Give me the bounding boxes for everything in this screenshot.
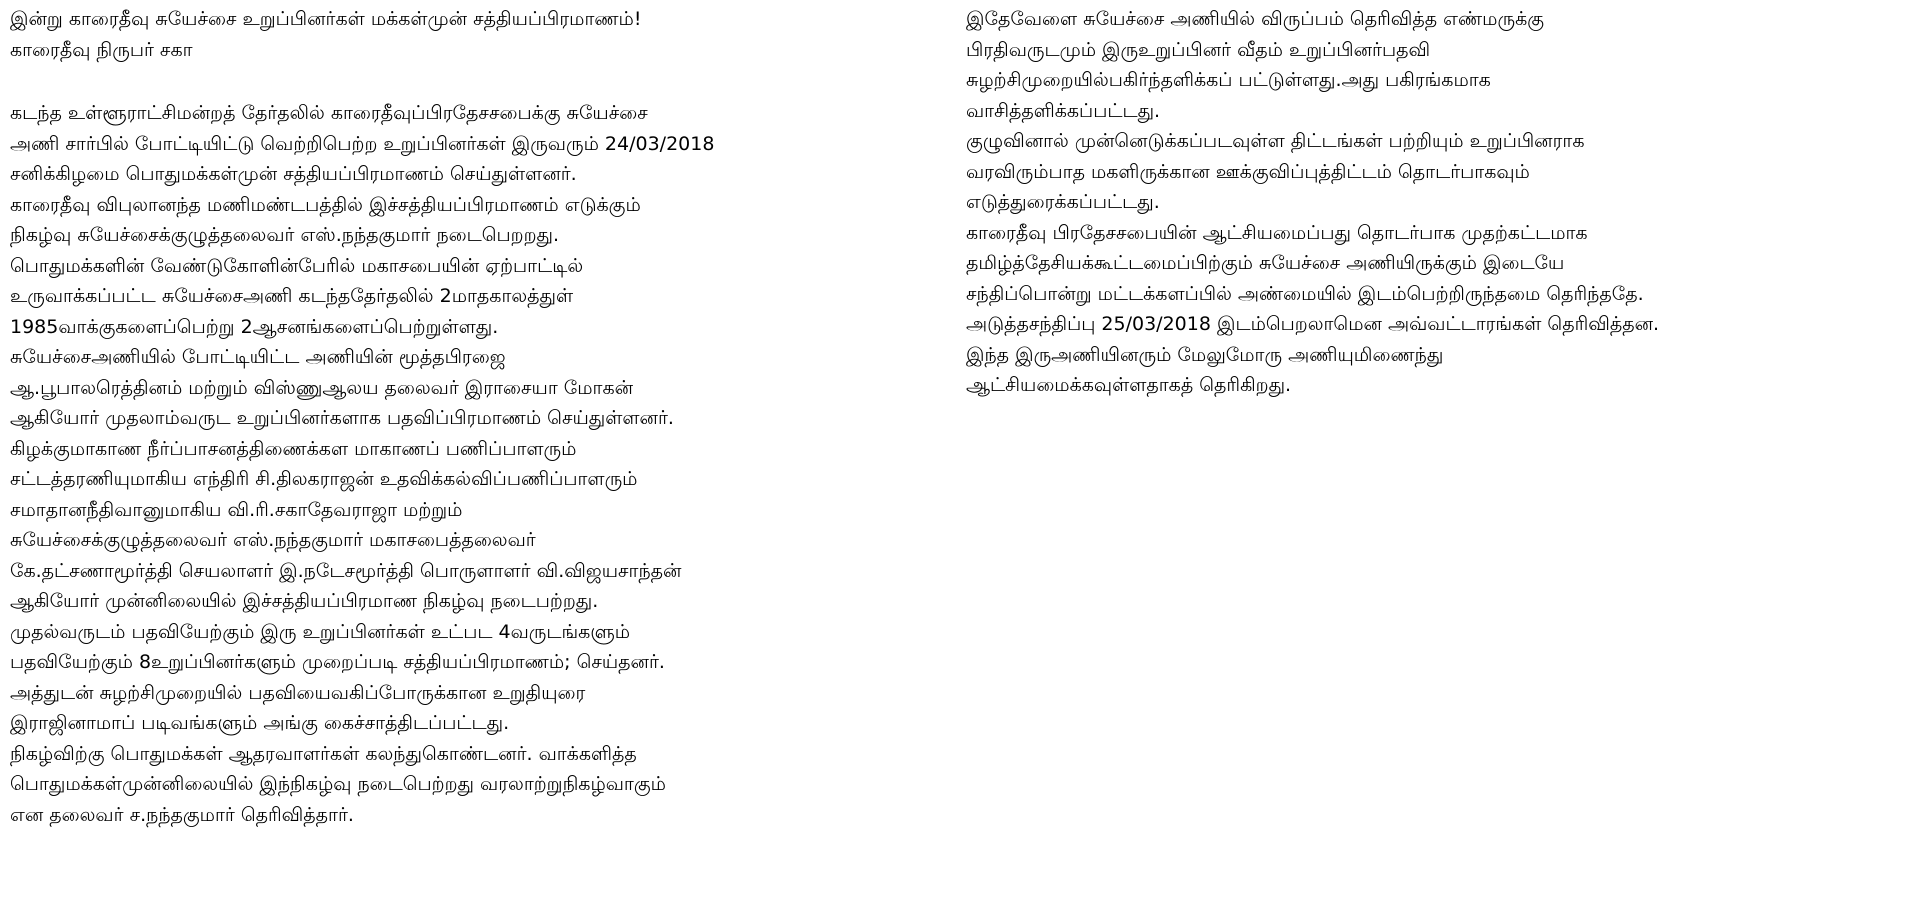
text-line: சுழற்சிமுறையில்பகிர்ந்தளிக்கப் பட்டுள்ளது.அது பகிரங்கமாக [966,69,1491,91]
text-line: சட்டத்தரணியுமாகிய எந்திரி சி.திலகராஜன் உதவிக்கல்விப்பணிப்பாளரும் [10,468,638,490]
text-line: நிகழ்வு சுயேச்சைக்குழுத்தலைவர் எஸ்.நந்தகுமார் நடைபெறறது. [10,224,560,246]
text-line: முதல்வருடம் பதவியேற்கும் இரு உறுப்பினர்கள் உட்பட 4வருடங்களும் [10,620,631,643]
text-line: சுயேச்சைஅணியில் போட்டியிட்ட அணியின் மூத்தபிரஜை [10,346,506,368]
text-line: சமாதானநீதிவானுமாகிய வி.ரி.சகாதேவராஜா மற்றும் [10,498,463,521]
text-line: பதவியேற்கும் 8உறுப்பினர்களும் முறைப்படி சத்தியப்பிரமாணம்; செய்தனர். [10,651,665,673]
text-line: வாசித்தளிக்கப்பட்டது. [966,99,1161,122]
text-line: சுயேச்சைக்குழுத்தலைவர் எஸ்.நந்தகுமார் மகாசபைத்தலைவர் [10,529,536,551]
text-line: கடந்த உள்ளூராட்சிமன்றத் தேர்தலில் காரைதீவுப்பிரதேசசபைக்கு சுயேச்சை [10,102,648,124]
text-line: பிரதிவருடமும் இருஉறுப்பினர் வீதம் உறுப்பினர்பதவி [966,38,1431,61]
text-line: கிழக்குமாகாண நீர்ப்பாசனத்திணைக்கள மாகாணப் பணிப்பாளரும் [10,437,577,460]
text-line: சனிக்கிழமை பொதுமக்கள்முன் சத்தியப்பிரமாணம் செய்துள்ளனர். [10,163,577,185]
left-column [10,4,950,830]
text-line: குழுவினால் முன்னெடுக்கப்படவுள்ள திட்டங்கள் பற்றியும் உறுப்பினராக [966,130,1585,152]
text-line: என தலைவர் ச.நந்தகுமார் தெரிவித்தார். [10,803,354,826]
text-line: பொதுமக்கள்முன்னிலையில் இந்நிகழ்வு நடைபெற்றது வரலாற்றுநிகழ்வாகும் [10,773,666,795]
text-line: அடுத்தசந்திப்பு 25/03/2018 இடம்பெறலாமென அவ்வட்டாரங்கள் தெரிவித்தன. [966,313,1660,335]
text-line: அணி சார்பில் போட்டியிட்டு வெற்றிபெற்ற உறுப்பினர்கள் இருவரும் 24/03/2018 [10,132,715,155]
text-line: இராஜினாமாப் படிவங்களும் அங்கு கைச்சாத்திடப்பட்டது. [10,712,510,734]
text-line: வரவிரும்பாத மகளிருக்கான ஊக்குவிப்புத்திட்டம் தொடர்பாகவும் [966,160,1530,183]
text-line: உருவாக்கப்பட்ட சுயேச்சைஅணி கடந்ததேர்தலில் 2மாதகாலத்துள் [10,285,574,307]
text-line: கே.தட்சணாமூர்த்தி செயலாளர் இ.நடேசமூர்த்தி பொருளாளர் வி.விஜயசாந்தன் [10,559,682,582]
text-line: ஆகியோர் முன்னிலையில் இச்சத்தியப்பிரமாண நிகழ்வு நடைபற்றது. [10,590,599,612]
text-line: 1985வாக்குகளைப்பெற்று 2ஆசனங்களைப்பெற்றுள்ளது. [10,315,499,338]
blank-line [10,65,950,98]
text-line: ஆகியோர் முதலாம்வருட உறுப்பினர்களாக பதவிப்பிரமாணம் செய்துள்ளனர். [10,407,674,429]
text-line: தமிழ்த்தேசியக்கூட்டமைப்பிற்கும் சுயேச்சை அணியிருக்கும் இடையே [966,252,1565,274]
text-line: எடுத்துரைக்கப்பட்டது. [966,191,1160,213]
text-line: ஆட்சியமைக்கவுள்ளதாகத் தெரிகிறது. [966,374,1292,396]
text-line: அத்துடன் சுழற்சிமுறையில் பதவியைவகிப்போருக்கான உறுதியுரை [10,681,586,704]
byline: காரைதீவு நிருபர் சகா [10,38,193,61]
text-line: ஆ.பூபாலரெத்தினம் மற்றும் விஸ்ணுஆலய தலைவர் இராசையா மோகன் [10,376,634,399]
text-line: பொதுமக்களின் வேண்டுகோளின்பேரில் மகாசபையின் ஏற்பாட்டில் [10,254,584,277]
text-line: இதேவேளை சுயேச்சை அணியில் விருப்பம் தெரிவித்த எண்மருக்கு [966,8,1545,30]
headline: இன்று காரைதீவு சுயேச்சை உறுப்பினர்கள் மக்கள்முன் சத்தியப்பிரமாணம்! [10,8,642,30]
text-line: இந்த இருஅணியினரும் மேலுமோரு அணியுமிணைந்து [966,343,1444,366]
text-line: காரைதீவு விபுலானந்த மணிமண்டபத்தில் இச்சத்தியப்பிரமாணம் எடுக்கும் [10,193,641,216]
text-line: காரைதீவு பிரதேசசபையின் ஆட்சியமைப்பது தொடர்பாக முதற்கட்டமாக [966,221,1588,244]
text-line: நிகழ்விற்கு பொதுமக்கள் ஆதரவாளர்கள் கலந்துகொண்டனர். வாக்களித்த [10,742,637,765]
text-line: சந்திப்பொன்று மட்டக்களப்பில் அண்மையில் இடம்பெற்றிருந்தமை தெரிந்ததே. [966,282,1644,305]
right-column [966,4,1916,401]
